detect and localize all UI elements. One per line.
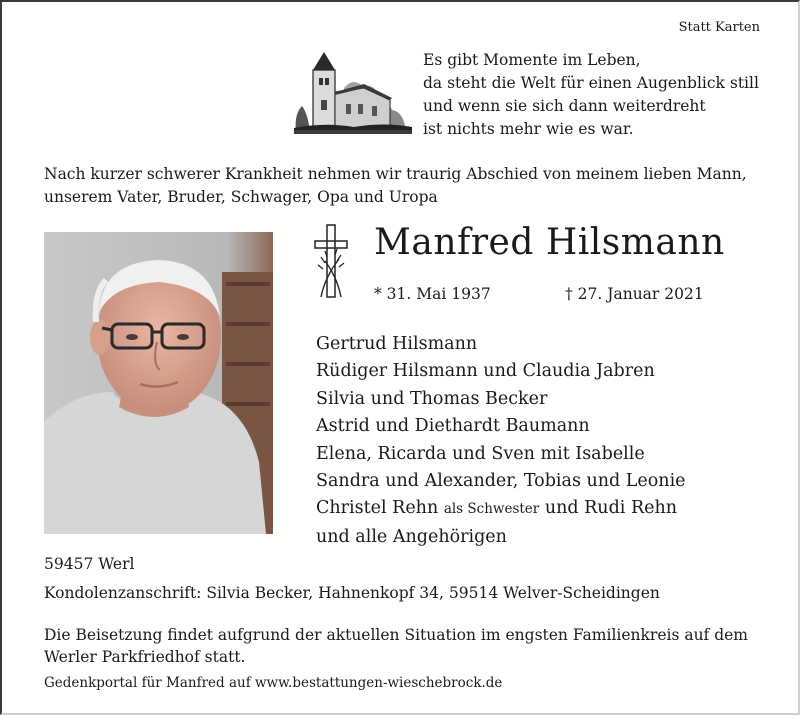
birth-date: * 31. Mai 1937 [374, 285, 491, 303]
death-date: † 27. Januar 2021 [565, 285, 704, 303]
poem-line: ist nichts mehr wie es war. [423, 120, 634, 138]
poem-line: da steht die Welt für einen Augenblick still [423, 74, 759, 92]
mourner-entry: und alle Angehörigen [316, 526, 507, 547]
portrait-photo [44, 232, 273, 534]
poem [423, 49, 759, 141]
deceased-name: Manfred Hilsmann [374, 222, 725, 263]
mourner-entry: Silvia und Thomas Becker [316, 388, 548, 409]
christel-rest: und Rudi Rehn [544, 498, 678, 519]
burial-line: Werler Parkfriedhof statt. [44, 648, 246, 666]
statt-karten-label: Statt Karten [678, 20, 760, 35]
christel-name: Christel Rehn [316, 498, 439, 519]
mourner-entry: Sandra und Alexander, Tobias und Leonie [316, 471, 686, 492]
mourner-entry: Elena, Ricarda und Sven mit Isabelle [316, 443, 645, 464]
church-illustration [294, 48, 412, 134]
burial-line: Die Beisetzung findet aufgrund der aktuellen Situation im engsten Familienkreis auf dem [44, 626, 749, 644]
memorial-portal-link[interactable]: Gedenkportal für Manfred auf www.bestattungen-wieschebrock.de [44, 675, 503, 691]
poem-line: Es gibt Momente im Leben, [423, 51, 641, 69]
mourner-entry: Rüdiger Hilsmann und Claudia Jabren [316, 361, 655, 382]
intro-text [44, 163, 774, 209]
intro-line: unserem Vater, Bruder, Schwager, Opa und Uropa [44, 188, 438, 206]
mourners-list [316, 331, 686, 551]
burial-notice [44, 624, 774, 668]
mourner-entry: Astrid und Diethardt Baumann [316, 416, 590, 437]
cross-with-wheat-icon [303, 219, 365, 301]
christel-relation: als Schwester [443, 501, 540, 518]
intro-line: Nach kurzer schwerer Krankheit nehmen wir traurig Abschied von meinem lieben Mann, [44, 165, 747, 183]
mourner-entry [316, 495, 686, 523]
condolence-address: Kondolenzanschrift: Silvia Becker, Hahnenkopf 34, 59514 Welver-Scheidingen [44, 584, 660, 602]
city-line: 59457 Werl [44, 555, 135, 573]
poem-line: und wenn sie sich dann weiterdreht [423, 97, 706, 115]
mourner-entry: Gertrud Hilsmann [316, 334, 478, 354]
